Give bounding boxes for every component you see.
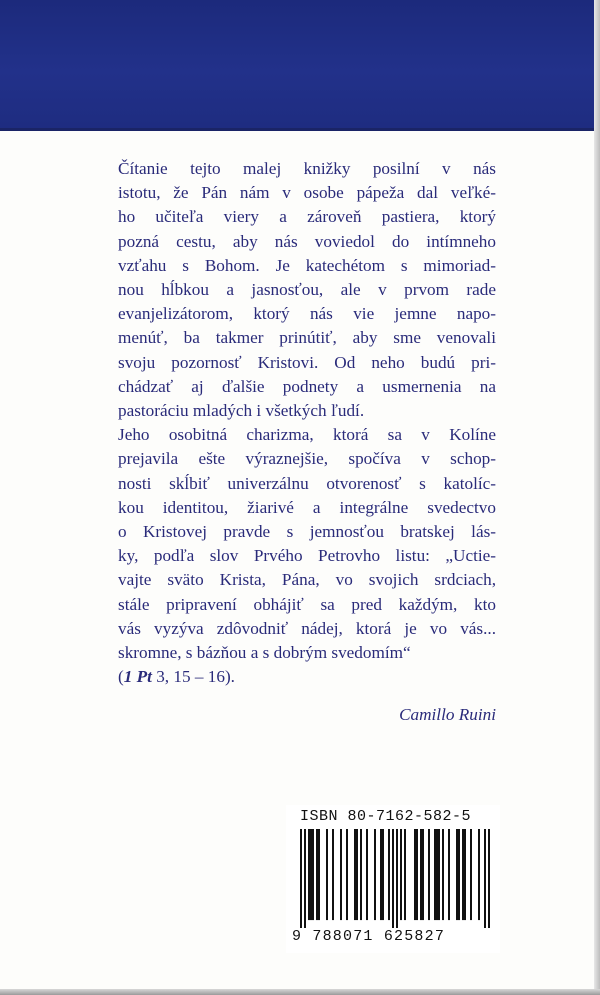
blurb-line: istotu, že Pán nám v osobe pápeža dal veľké- bbox=[118, 183, 496, 203]
barcode-bar bbox=[318, 829, 320, 920]
barcode-bar bbox=[392, 829, 394, 928]
citation-verse: 3, 15 – 16). bbox=[151, 667, 235, 687]
citation-line bbox=[118, 665, 496, 689]
barcode-bar bbox=[422, 829, 424, 920]
barcode-bar bbox=[462, 829, 464, 920]
blurb-line: kou identitou, žiarivé a integrálne svedectvo bbox=[118, 497, 496, 517]
blurb-line: stále pripravení obhájiť sa pred každým, kto bbox=[118, 594, 496, 614]
barcode-bar bbox=[436, 829, 438, 920]
barcode-bar bbox=[434, 829, 436, 920]
blurb-line: chádzať aj ďalšie podnety a usmernenia na bbox=[118, 376, 496, 396]
barcode-bar bbox=[316, 829, 318, 920]
blurb-line: ky, podľa slov Prvého Petrovho listu: „Uctie- bbox=[118, 546, 496, 566]
barcode-bar bbox=[332, 829, 334, 920]
blurb-text bbox=[118, 157, 496, 689]
barcode-bar bbox=[428, 829, 430, 920]
blurb-line: vás vyzýva zdôvodniť nádej, ktorá je vo vás... bbox=[118, 618, 496, 638]
blurb-line: svoju pozornosť Kristovi. Od neho budú pri- bbox=[118, 352, 496, 372]
blurb-line: pozná cestu, aby nás voviedol do intímneho bbox=[118, 231, 496, 251]
barcode-bar bbox=[310, 829, 312, 920]
barcode-bar bbox=[308, 829, 310, 920]
barcode-bar bbox=[326, 829, 328, 920]
blurb-paragraph-2 bbox=[118, 423, 496, 665]
isbn-label: ISBN 80-7162-582-5 bbox=[300, 808, 472, 825]
author-signature: Camillo Ruini bbox=[399, 705, 496, 724]
barcode-bar bbox=[346, 829, 348, 920]
barcode-bar bbox=[478, 829, 480, 920]
barcode-bar bbox=[382, 829, 384, 920]
barcode-bar bbox=[304, 829, 306, 928]
barcode-bar bbox=[400, 829, 402, 920]
blurb-line: skromne, s bázňou a s dobrým svedomím“ bbox=[118, 643, 411, 663]
blurb-line: o Kristovej pravde s jemnosťou bratskej lás- bbox=[118, 522, 496, 542]
blurb-line: ho učiteľa viery a zároveň pastiera, ktorý bbox=[118, 207, 496, 227]
barcode-bar bbox=[416, 829, 418, 920]
barcode-bar bbox=[360, 829, 362, 920]
barcode-bar bbox=[420, 829, 422, 920]
barcode-bar bbox=[414, 829, 416, 920]
citation-reference: 1 Pt bbox=[123, 667, 152, 687]
top-blue-band bbox=[0, 0, 600, 130]
barcode-bar bbox=[464, 829, 466, 920]
blurb-line: nosti skĺbiť univerzálnu otvorenosť s katolíc- bbox=[118, 473, 496, 493]
barcode-bar bbox=[300, 829, 302, 928]
barcode-bar bbox=[456, 829, 458, 920]
barcode-bar bbox=[458, 829, 460, 920]
barcode-bar bbox=[380, 829, 382, 920]
barcode-bar bbox=[356, 829, 358, 920]
barcode-bar bbox=[312, 829, 314, 920]
barcode-bar bbox=[448, 829, 450, 920]
barcode-bar bbox=[442, 829, 444, 920]
barcode-bar bbox=[340, 829, 342, 920]
barcode-bar bbox=[388, 829, 390, 920]
barcode-bar bbox=[404, 829, 406, 920]
barcode-bar bbox=[470, 829, 472, 920]
cover-edge-bottom bbox=[0, 989, 600, 995]
barcode-digits: 9 788071 625827 bbox=[292, 928, 446, 945]
barcode-bar bbox=[396, 829, 398, 928]
ean-barcode bbox=[300, 829, 490, 928]
blurb-line: prejavila ešte výraznejšie, spočíva v schop- bbox=[118, 449, 496, 469]
barcode-bar bbox=[438, 829, 440, 920]
blurb-line: Jeho osobitná charizma, ktorá sa v Kolíne bbox=[118, 425, 496, 445]
citation-open: ( bbox=[118, 667, 124, 687]
blurb-paragraph-1 bbox=[118, 157, 496, 423]
barcode-bar bbox=[488, 829, 490, 928]
barcode-bar bbox=[374, 829, 376, 920]
blurb-line: Čítanie tejto malej knižky posilní v nás bbox=[118, 159, 496, 178]
barcode-bar bbox=[366, 829, 368, 920]
cover-edge-right bbox=[594, 0, 600, 995]
barcode-bar bbox=[354, 829, 356, 920]
blurb-line: evanjelizátorom, ktorý nás vie jemne napo- bbox=[118, 304, 496, 324]
barcode-bar bbox=[484, 829, 486, 928]
blurb-line: nou hĺbkou a jasnosťou, ale v prvom rade bbox=[118, 280, 496, 300]
blurb-line: vzťahu s Bohom. Je katechétom s mimoriad- bbox=[118, 255, 496, 275]
blurb-citation bbox=[118, 665, 496, 689]
blurb-line: menúť, ba takmer prinútiť, aby sme venovali bbox=[118, 328, 496, 348]
blurb-line: vajte sväto Krista, Pána, vo svojich srdciach, bbox=[118, 570, 496, 590]
band-edge bbox=[0, 128, 600, 131]
blurb-line: pastoráciu mladých i všetkých ľudí. bbox=[118, 401, 365, 421]
